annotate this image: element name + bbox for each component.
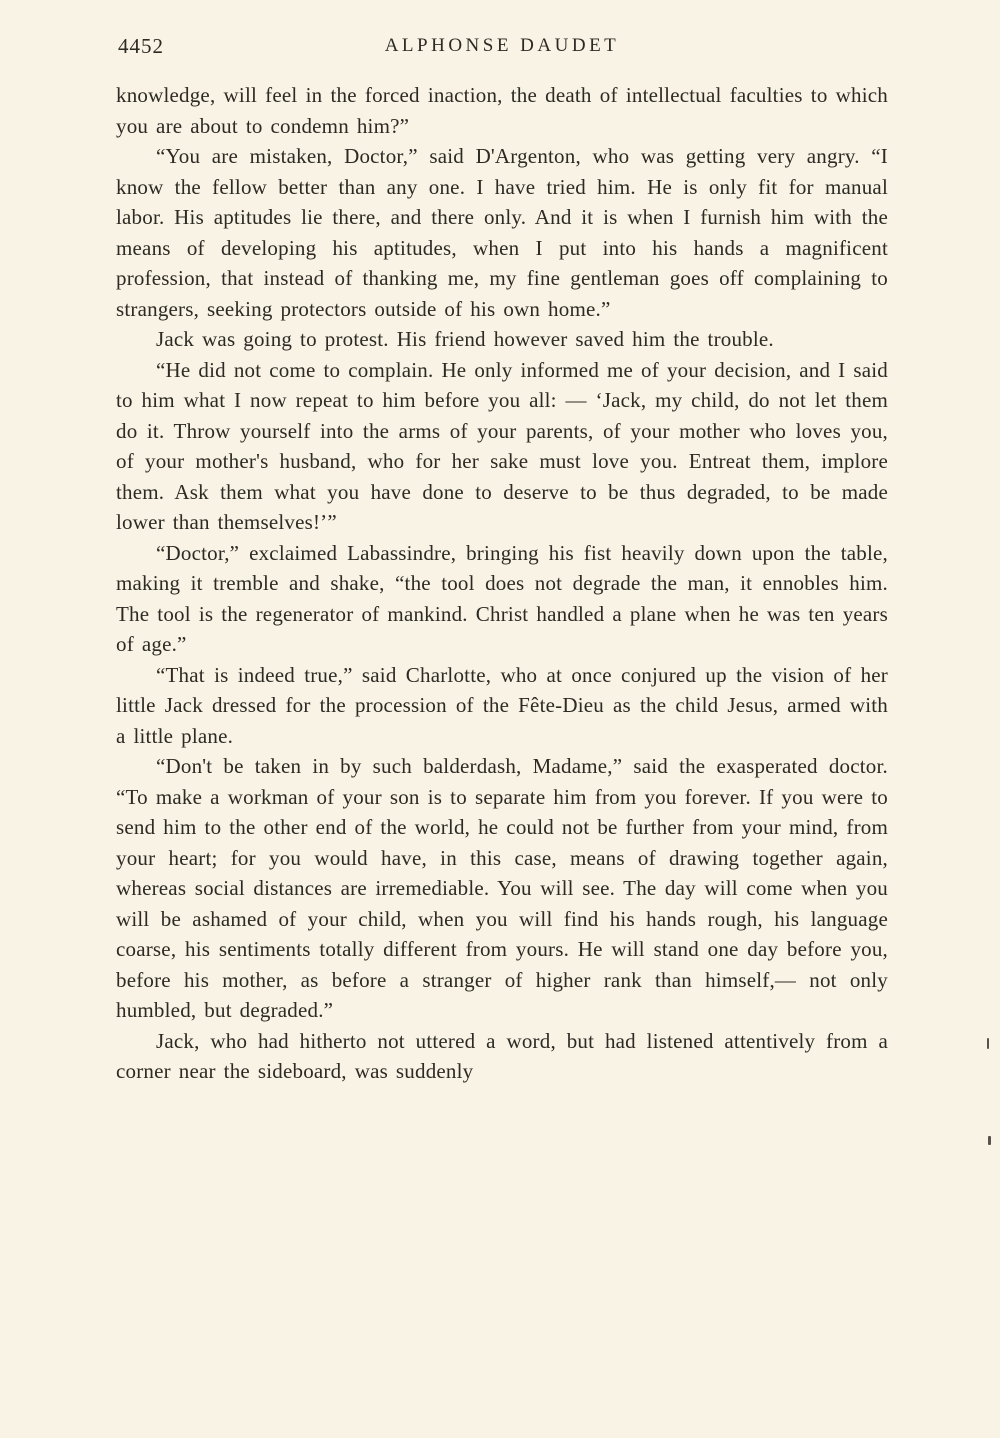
running-title: ALPHONSE DAUDET — [384, 35, 620, 56]
paragraph: “Doctor,” exclaimed Labassindre, bringing his fist heavily down upon the table, making it tremble and shake, “the tool does not degrade the man, it ennobles him. The tool is the regenerator of mankind. Christ handled a plane when he was ten years of age.” — [116, 540, 888, 656]
paragraph: “Don't be taken in by such balderdash, Madame,” said the exasperated doctor. “To make a workman of your son is to separate him from you forever. If you were to send him to the other end of the world, he could not be further from your mind, from your heart; for you would have, in this case, means of drawing together again, whereas social distances are irremediable. You will see. The day will come when you will be ashamed of your child, when you will find his hands rough, his language coarse, his sentiments totally different from yours. He will stand one day before you, before his mother, as before a stranger of higher rank than himself,— not only humbled, but degraded.” — [116, 754, 888, 1022]
paragraph: knowledge, will feel in the forced inaction, the death of intellectual faculties to which you are about to condemn him?” — [116, 83, 888, 138]
scan-artifact — [987, 1038, 989, 1049]
page-header — [116, 32, 888, 62]
paragraph: “He did not come to complain. He only informed me of your decision, and I said to him what I now repeat to him before you all: — ‘Jack, my child, do not let them do it. Throw yourself into the arms of your parents, of your mother who loves you, of your mother's husband, who for her sake must love you. Entreat them, implore them. Ask them what you have done to deserve to be thus degraded, to be made lower than themselves!’” — [116, 357, 888, 534]
scan-artifact — [988, 1136, 991, 1145]
paragraph: Jack was going to protest. His friend however saved him the trouble. — [156, 327, 774, 351]
paragraph: “You are mistaken, Doctor,” said D'Argenton, who was getting very angry. “I know the fellow better than any one. I have tried him. He is only fit for manual labor. His aptitudes lie there, and there only. And it is when I furnish him with the means of developing his aptitudes, when I put into his hands a magnificent profession, that instead of thanking me, my fine gentleman goes off complaining to strangers, seeking protectors outside of his own home.” — [116, 144, 888, 321]
body-text — [116, 80, 888, 1087]
paragraph: “That is indeed true,” said Charlotte, who at once conjured up the vision of her little Jack dressed for the procession of the Fête-Dieu as the child Jesus, armed with a little plane. — [116, 662, 888, 748]
page-number: 4452 — [118, 34, 164, 58]
paragraph: Jack, who had hitherto not uttered a word, but had listened attentively from a corner near the sideboard, was suddenly — [116, 1028, 888, 1083]
